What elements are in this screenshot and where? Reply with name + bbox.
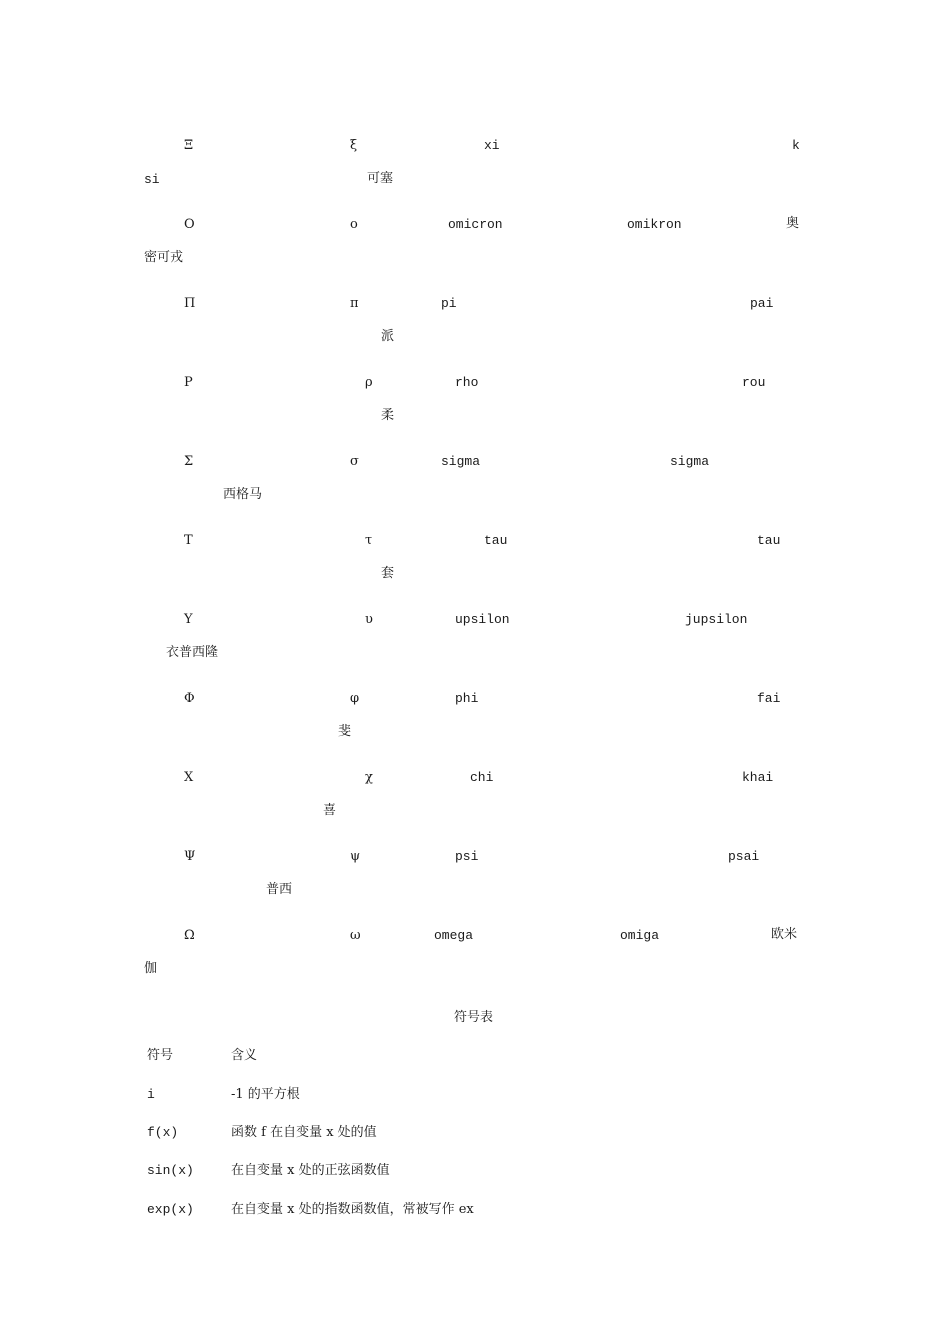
greek-lower: ω bbox=[350, 928, 361, 943]
greek-lower: ξ bbox=[350, 138, 358, 153]
greek-upper: Ρ bbox=[184, 375, 193, 390]
greek-pronunciation: omikron bbox=[627, 217, 682, 232]
greek-pronunciation: fai bbox=[757, 691, 781, 706]
greek-lower: υ bbox=[365, 612, 373, 627]
symbol-cell: exp(x) bbox=[147, 1202, 194, 1217]
meaning-cell: -1 的平方根 bbox=[231, 1087, 300, 1102]
greek-chinese-cont: 密可戎 bbox=[144, 250, 184, 265]
greek-pronunciation-cont: si bbox=[144, 172, 160, 187]
greek-chinese: 奥 bbox=[786, 216, 800, 231]
meaning-cell: 在自变量 x 处的指数函数值，常被写作 ex bbox=[231, 1202, 474, 1217]
greek-name: omicron bbox=[448, 217, 503, 232]
greek-name: chi bbox=[470, 770, 494, 785]
greek-upper: Ο bbox=[184, 217, 195, 232]
greek-name: xi bbox=[484, 138, 500, 153]
greek-pronunciation: psai bbox=[728, 849, 760, 864]
greek-chinese: 普西 bbox=[266, 882, 293, 897]
greek-upper: Χ bbox=[184, 770, 194, 785]
greek-chinese: 套 bbox=[381, 566, 395, 581]
greek-pronunciation: sigma bbox=[670, 454, 710, 469]
greek-lower: ρ bbox=[365, 375, 373, 390]
greek-upper: Φ bbox=[184, 691, 195, 706]
greek-lower: σ bbox=[350, 454, 359, 469]
greek-lower: ψ bbox=[350, 849, 361, 864]
greek-chinese-cont: 伽 bbox=[144, 961, 158, 976]
greek-chinese: 衣普西隆 bbox=[166, 645, 219, 660]
greek-upper: Π bbox=[184, 296, 196, 311]
greek-upper: Ψ bbox=[184, 849, 196, 864]
greek-pronunciation: pai bbox=[750, 296, 774, 311]
greek-pronunciation: rou bbox=[742, 375, 766, 390]
greek-upper: Σ bbox=[184, 454, 194, 469]
greek-pronunciation: omiga bbox=[620, 928, 660, 943]
greek-name: omega bbox=[434, 928, 474, 943]
greek-lower: π bbox=[350, 296, 359, 311]
greek-name: rho bbox=[455, 375, 479, 390]
greek-name: phi bbox=[455, 691, 479, 706]
greek-lower: τ bbox=[365, 533, 373, 548]
symbol-cell: sin(x) bbox=[147, 1163, 194, 1178]
greek-chinese: 柔 bbox=[381, 408, 395, 423]
greek-chinese: 喜 bbox=[323, 803, 337, 818]
greek-pronunciation: tau bbox=[757, 533, 781, 548]
greek-pronunciation: k bbox=[792, 138, 800, 153]
greek-lower: ο bbox=[350, 217, 358, 232]
greek-name: tau bbox=[484, 533, 508, 548]
meaning-cell: 函数 f 在自变量 x 处的值 bbox=[231, 1125, 377, 1140]
greek-pronunciation: khai bbox=[742, 770, 774, 785]
greek-chinese: 斐 bbox=[338, 724, 352, 739]
symbol-cell: f(x) bbox=[147, 1125, 179, 1140]
greek-name: pi bbox=[441, 296, 457, 311]
symbol-cell: i bbox=[147, 1087, 155, 1102]
symbol-table-header-meaning: 含义 bbox=[231, 1048, 258, 1063]
meaning-cell: 在自变量 x 处的正弦函数值 bbox=[231, 1163, 390, 1178]
symbol-table-title: 符号表 bbox=[454, 1010, 494, 1025]
greek-upper: Ω bbox=[184, 928, 195, 943]
greek-upper: Τ bbox=[184, 533, 193, 548]
greek-chinese: 可塞 bbox=[367, 171, 394, 186]
greek-chinese: 欧米 bbox=[771, 927, 798, 942]
greek-name: sigma bbox=[441, 454, 481, 469]
greek-upper: Υ bbox=[184, 612, 193, 627]
greek-chinese: 西格马 bbox=[223, 487, 263, 502]
greek-lower: φ bbox=[350, 691, 360, 706]
greek-chinese: 派 bbox=[381, 329, 395, 344]
greek-name: upsilon bbox=[455, 612, 510, 627]
symbol-table-header-symbol: 符号 bbox=[147, 1048, 174, 1063]
greek-lower: χ bbox=[365, 770, 373, 785]
greek-pronunciation: jupsilon bbox=[685, 612, 748, 627]
greek-name: psi bbox=[455, 849, 479, 864]
greek-upper: Ξ bbox=[184, 138, 194, 153]
